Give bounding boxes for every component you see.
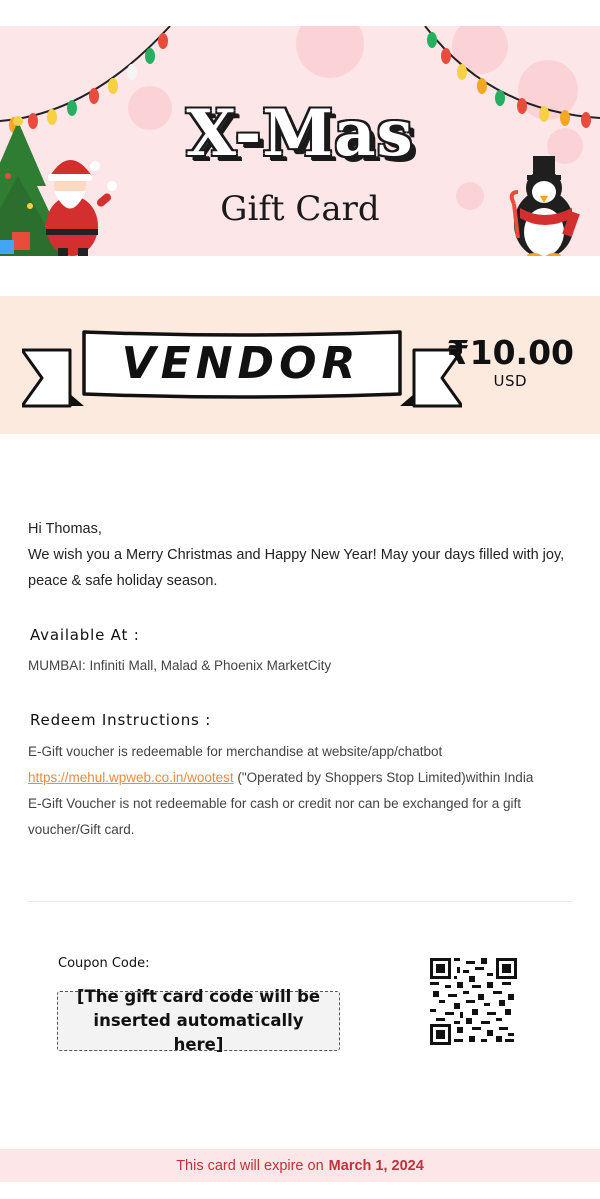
coupon-code-box[interactable] [57,987,340,1054]
price-amount: ₹10.00 [446,333,574,372]
redeem-instructions-title: Redeem Instructions : [30,711,212,729]
coupon-code-label: Coupon Code: [58,956,150,971]
coupon-code-text: [The gift card code will be inserted automatically here] [76,987,321,1054]
expiry-date: March 1, 2024 [328,1157,424,1174]
section-divider [28,901,572,902]
banner-subtitle: Gift Card [220,189,380,229]
expiry-footer [0,1149,600,1182]
price-block [447,334,574,390]
greeting-line: Hi Thomas, [28,521,102,537]
banner-title: X-Mas [186,96,414,171]
expiry-prefix: This card will expire on [176,1157,324,1174]
redeem-line-1-suffix: ("Operated by Shoppers Stop Limited)within India [237,769,534,785]
price-currency: USD [493,372,528,390]
greeting-body: We wish you a Merry Christmas and Happy New Year! May your days filled with joy, peace & safe holiday season. [28,547,565,589]
vendor-band [0,296,600,434]
available-at-title: Available At : [30,626,140,644]
store-link[interactable]: https://mehul.wpweb.co.in/wootest [28,769,234,785]
redeem-line-1 [28,739,576,790]
available-at-text: MUMBAI: Infiniti Mall, Malad & Phoenix MarketCity [28,658,332,673]
redeem-instructions [28,739,576,842]
qr-code-icon [430,958,517,1045]
redeem-line-2: E-Gift Voucher is not redeemable for cash or credit nor can be exchanged for a gift voucher/Gift card. [28,796,522,837]
redeem-line-1-prefix: E-Gift voucher is redeemable for merchandise at website/app/chatbot [28,744,443,759]
vendor-name: VENDOR [121,338,361,389]
gift-card-banner [0,26,600,256]
greeting-message [28,516,576,594]
